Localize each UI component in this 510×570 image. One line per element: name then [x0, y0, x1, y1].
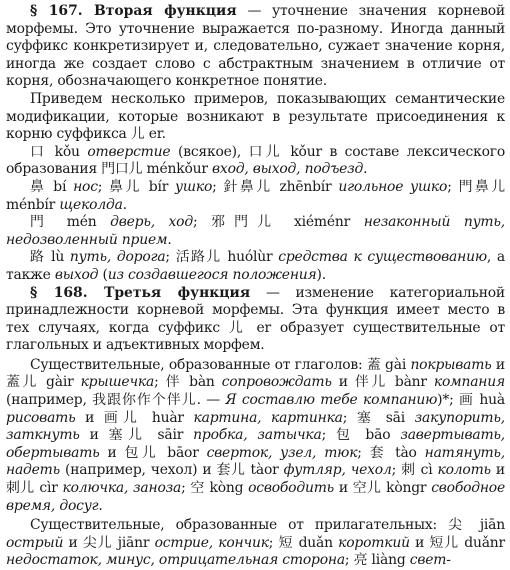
italic-gloss: ушко: [175, 178, 213, 195]
text-run: ; 針鼻儿 zhēnbír: [212, 178, 339, 195]
italic-gloss: щеколда: [59, 196, 123, 213]
italic-gloss: пробка, затычка: [193, 427, 322, 444]
text-run: и 包儿 bāor: [99, 444, 207, 461]
text-run: .: [167, 231, 172, 248]
italic-gloss: крышечка: [80, 374, 155, 391]
text-run: .: [122, 196, 127, 213]
text-run: ; 包 bāo: [321, 427, 401, 444]
italic-gloss: дверь, ход: [110, 214, 193, 231]
example-men: [6, 214, 505, 249]
section-168-paragraph: [6, 285, 505, 355]
text-run: и 刺儿 cìr: [6, 462, 505, 497]
example-lu: [6, 249, 505, 284]
section-167-heading: § 167. Вторая функция: [30, 3, 237, 19]
italic-gloss: свет-: [409, 552, 451, 569]
text-run: 門 mén: [30, 214, 111, 231]
section-168-heading: § 168. Третья функция: [30, 284, 251, 301]
text-run: (: [98, 266, 108, 283]
italic-gloss: отверстие: [87, 143, 171, 160]
text-run: (всякое), 口儿 kǒur в составе лексического образования 門口儿 ménkǒur: [6, 143, 505, 178]
text-run: 路 lù: [30, 249, 70, 266]
italic-gloss: нос: [73, 178, 98, 195]
italic-gloss: выход: [54, 266, 99, 283]
text-run: ; 門鼻儿 ménbír: [6, 178, 505, 213]
italic-gloss: свободное время, досуг: [6, 480, 505, 514]
italic-gloss: средства к существованию: [278, 249, 487, 266]
italic-gloss: закупорить, заткнуть: [6, 409, 505, 444]
italic-gloss: покрывать: [410, 356, 492, 373]
text-run: и 空儿 kòngr: [334, 480, 432, 497]
italic-gloss: компания: [433, 374, 505, 391]
section-168-lead-text: — изменение категориальной принадлежности корневой морфемы. Эта функция имеет место в тех случаях, когда суффикс 儿 er образует существительные от глагольных и адъективных морфем.: [6, 284, 505, 354]
text-run: и 尖儿 jiānr: [63, 534, 155, 551]
text-run: и 画儿 huàr: [75, 409, 194, 426]
italic-gloss: рисовать: [6, 409, 76, 426]
text-run: 鼻 bí: [30, 178, 74, 195]
italic-gloss: вход, выход, подъезд: [212, 161, 364, 178]
text-run: ; 空 kòng: [181, 480, 249, 497]
italic-gloss: колоть: [437, 462, 491, 479]
italic-gloss: футляр, чехол: [283, 462, 392, 479]
text-run: ; 塞 sāi: [342, 409, 415, 426]
text-run: ; 短 duǎn: [268, 534, 339, 551]
italic-gloss: картина, картинка: [193, 409, 343, 426]
text-run: ; 活路儿 huólùr: [165, 249, 279, 266]
italic-gloss: сопровождать: [221, 374, 332, 391]
text-run: .: [98, 497, 103, 514]
italic-gloss: недостаток, минус, отрицательная сторона: [6, 552, 345, 569]
example-kou: [6, 144, 505, 179]
italic-gloss: незаконный путь, недозволенный прием: [6, 214, 505, 248]
italic-gloss: освободить: [248, 480, 335, 497]
text-run: ; 伴 bàn: [154, 374, 222, 391]
text-run: Существительные, образованные от глаголов: 蓋 gài: [30, 356, 411, 373]
text-run: Существительные, образованные от прилагательных: 尖 jiān: [30, 517, 505, 534]
text-run: ; 刺 cì: [391, 462, 438, 479]
italic-gloss: острый: [6, 534, 64, 551]
nouns-from-verbs-paragraph: [6, 357, 505, 515]
italic-gloss: Я составлю тебе компанию: [225, 392, 438, 409]
text-run: и 短儿 duǎnr: [409, 534, 505, 551]
section-167-lead-text: — уточнение значения корневой морфемы. Это уточнение выражается по-разному. Иногда данный суффикс конкретизирует и, следовательно, сужает значение корня, иногда же создает слово с абстрактным значением в отличие от корня, обозначающего конкретное понятие.: [6, 3, 505, 90]
text-run: ; 套 tào: [357, 444, 425, 461]
text-run: и 蓋儿 gàir: [6, 356, 505, 391]
italic-gloss: путь, дорога: [69, 249, 166, 266]
text-run: ; 亮 liàng: [344, 552, 410, 569]
italic-gloss: из создавшегося положения: [107, 266, 317, 283]
section-167-paragraph: [6, 3, 505, 91]
italic-gloss: колючка, заноза: [62, 480, 182, 497]
text-run: ; 邪門儿 xiéménr: [192, 214, 364, 231]
italic-gloss: острие, кончик: [154, 534, 269, 551]
text-run: )*; 画 huà: [437, 392, 505, 409]
text-run: (например, чехол) и 套儿 tàor: [60, 462, 284, 479]
section-167-intro: Приведем несколько примеров, показывающих семантические модификации, которые возникают в результате присоединения к корню суффикса 儿 er.: [6, 90, 505, 143]
nouns-from-adjectives-paragraph: [6, 517, 505, 570]
text-run: ).: [316, 266, 326, 283]
text-run: ; 鼻儿 bír: [97, 178, 176, 195]
italic-gloss: завертывать, обертывать: [6, 427, 505, 461]
text-run: и 塞儿 sāir: [79, 427, 194, 444]
italic-gloss: игольное ушко: [338, 178, 448, 195]
text-run: .: [363, 161, 368, 178]
italic-gloss: сверток, узел, тюк: [206, 444, 358, 461]
italic-gloss: натянуть, надеть: [6, 444, 505, 479]
text-run: и 伴儿 bànr: [331, 374, 434, 391]
italic-gloss: короткий: [338, 534, 410, 551]
text-run: , а также: [6, 249, 505, 283]
example-bi: [6, 179, 505, 214]
text-run: (например, 我跟你作个伴儿. —: [6, 392, 226, 409]
text-run: 口 kǒu: [30, 143, 88, 160]
